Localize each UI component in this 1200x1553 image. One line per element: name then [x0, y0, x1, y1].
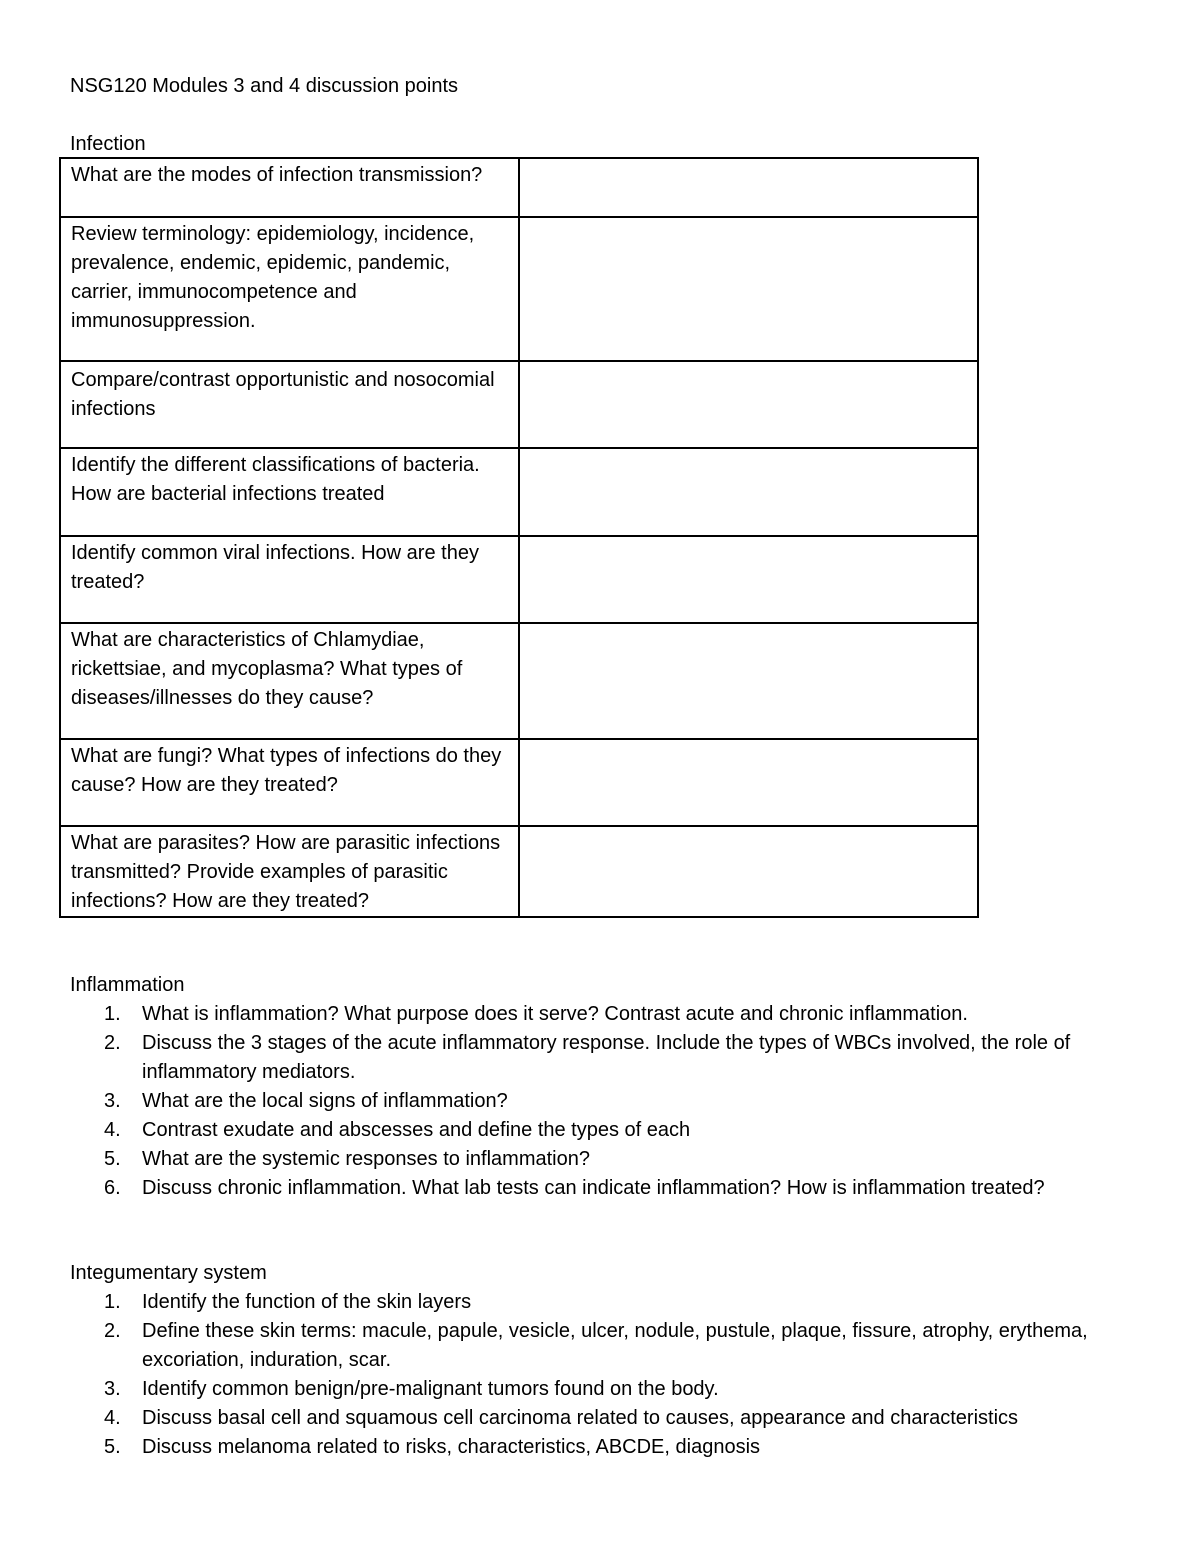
list-text: Discuss the 3 stages of the acute inflammatory response. Include the types of WBCs involved, the role of inflammatory mediators. [142, 1032, 1071, 1083]
question-cell: What are the modes of infection transmission? [60, 158, 519, 217]
question-cell: Compare/contrast opportunistic and nosocomial infections [60, 361, 519, 448]
answer-cell[interactable] [519, 739, 978, 826]
list-text: What are the systemic responses to inflammation? [142, 1148, 590, 1170]
question-cell: What are parasites? How are parasitic infections transmitted? Provide examples of parasitic infections? How are they treated? [60, 826, 519, 917]
list-number: 5. [104, 1436, 121, 1458]
list-text: Contrast exudate and abscesses and define the types of each [142, 1119, 691, 1141]
list-item [70, 1375, 1150, 1404]
list-text: Identify the function of the skin layers [142, 1291, 472, 1313]
list-item [70, 1145, 1150, 1174]
question-cell: Identify the different classifications of bacteria. How are bacterial infections treated [60, 448, 519, 536]
list-item [70, 1404, 1150, 1433]
list-item [70, 1087, 1150, 1116]
list-number: 5. [104, 1148, 121, 1170]
question-cell: Review terminology: epidemiology, incidence, prevalence, endemic, epidemic, pandemic, carrier, immunocompetence and immunosuppression. [60, 217, 519, 361]
list-item [70, 1288, 1150, 1317]
question-cell: What are characteristics of Chlamydiae, rickettsiae, and mycoplasma? What types of diseases/illnesses do they cause? [60, 623, 519, 739]
answer-cell[interactable] [519, 361, 978, 448]
page-title: NSG120 Modules 3 and 4 discussion points [70, 75, 459, 97]
list-item [70, 1433, 1150, 1462]
answer-cell[interactable] [519, 826, 978, 917]
inflammation-heading: Inflammation [70, 974, 185, 996]
list-text: What is inflammation? What purpose does it serve? Contrast acute and chronic inflammation. [142, 1003, 968, 1025]
list-item [70, 1174, 1150, 1203]
infection-table [59, 157, 979, 918]
integumentary-list [70, 1288, 1150, 1462]
table-row [60, 217, 978, 361]
list-text: Define these skin terms: macule, papule, vesicle, ulcer, nodule, pustule, plaque, fissure, atrophy, erythema, excoriation, induration, scar. [142, 1320, 1088, 1371]
list-item [70, 1000, 1150, 1029]
list-number: 4. [104, 1407, 121, 1429]
question-cell: What are fungi? What types of infections do they cause? How are they treated? [60, 739, 519, 826]
table-row [60, 826, 978, 917]
infection-heading: Infection [70, 133, 146, 155]
list-text: What are the local signs of inflammation? [142, 1090, 508, 1112]
table-row [60, 536, 978, 623]
list-item [70, 1116, 1150, 1145]
table-row [60, 623, 978, 739]
list-number: 1. [104, 1291, 121, 1313]
table-row [60, 448, 978, 536]
answer-cell[interactable] [519, 158, 978, 217]
list-number: 6. [104, 1177, 121, 1199]
question-cell: Identify common viral infections. How are they treated? [60, 536, 519, 623]
list-number: 2. [104, 1032, 121, 1054]
list-text: Discuss basal cell and squamous cell carcinoma related to causes, appearance and characteristics [142, 1407, 1019, 1429]
inflammation-list [70, 1000, 1150, 1203]
list-number: 3. [104, 1378, 121, 1400]
answer-cell[interactable] [519, 536, 978, 623]
table-row [60, 158, 978, 217]
table-row [60, 739, 978, 826]
list-number: 1. [104, 1003, 121, 1025]
list-text: Discuss melanoma related to risks, characteristics, ABCDE, diagnosis [142, 1436, 761, 1458]
list-item [70, 1029, 1150, 1087]
answer-cell[interactable] [519, 623, 978, 739]
list-text: Identify common benign/pre-malignant tumors found on the body. [142, 1378, 719, 1400]
list-text: Discuss chronic inflammation. What lab tests can indicate inflammation? How is inflammation treated? [142, 1177, 1045, 1199]
list-number: 3. [104, 1090, 121, 1112]
integumentary-heading: Integumentary system [70, 1262, 267, 1284]
list-item [70, 1317, 1150, 1375]
answer-cell[interactable] [519, 217, 978, 361]
list-number: 2. [104, 1320, 121, 1342]
table-row [60, 361, 978, 448]
list-number: 4. [104, 1119, 121, 1141]
answer-cell[interactable] [519, 448, 978, 536]
